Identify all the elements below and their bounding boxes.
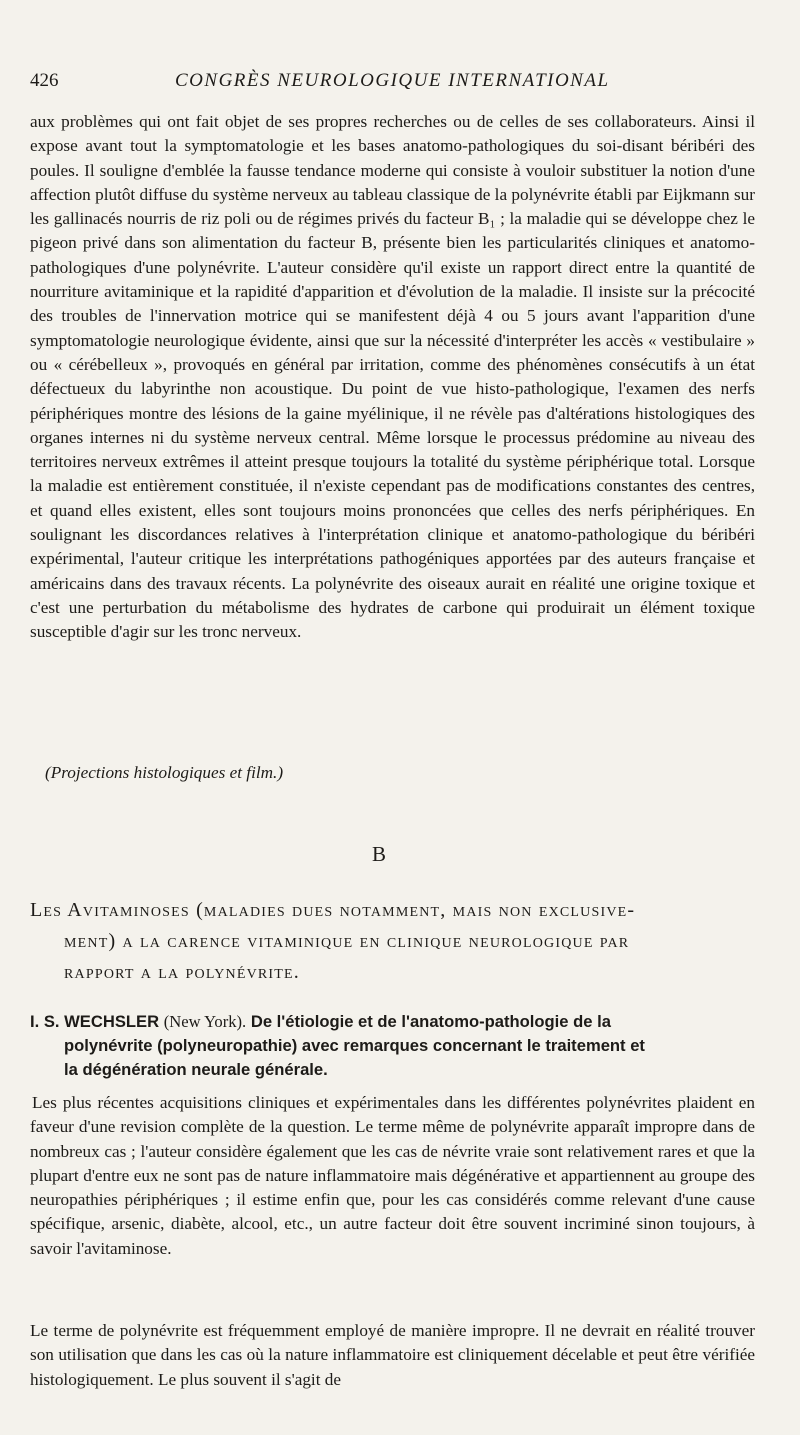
- article-title-line-3: la dégénération neurale générale.: [64, 1060, 328, 1079]
- body-paragraph-1: aux problèmes qui ont fait objet de ses propres recherches ou de celles de ses collaborateurs. Ainsi il expose avant tout la symptomatologie et les bases anatomo-pathologiques du soi-disant béribéri des poules. Il souligne d'emblée la fausse tendance moderne qui consiste à vouloir substituer la notion d'une affection plutôt diffuse du système nerveux au tableau classique de la polynévrite établi par Eijkmann sur les gallinacés nourris de riz poli ou de régimes privés du facteur B₁ ; la maladie qui se développe chez le pigeon privé dans son alimentation du facteur B, présente bien les particularités cliniques et anatomo-pathologiques d'une polynévrite. L'auteur considère qu'il existe un rapport direct entre la quantité de nourriture avitaminique et la rapidité d'apparition et d'évolution de la maladie. Il insiste sur la précocité des troubles de l'innervation motrice qui se manifestent déjà 4 ou 5 jours avant l'apparition d'une symptomatologie neurologique évidente, ainsi que sur la nécessité d'interpréter les accès « vestibulaire » ou « cérébelleux », provoqués en général par irritation, comme des phénomènes consécutifs à un état défectueux du labyrinthe non acoustique. Du point de vue histo-pathologique, l'examen des nerfs périphériques montre des lésions de la gaine myélinique, il ne révèle pas d'altérations histologiques des organes internes ni du système nerveux central. Même lorsque le processus prédomine au niveau des territoires nerveux extrêmes il atteint presque toujours la totalité du système périphérique total. Lorsque la maladie est entièrement constituée, il n'existe cependant pas de modifications constantes des centres, et quand elles existent, elles sont toujours moins prononcées que celles des nerfs périphériques. En soulignant les discordances relatives à l'interprétation clinique et anatomo-pathologique du béribéri expérimental, l'auteur critique les interprétations pathogéniques apportées par des auteurs française et américains dans des travaux récents. La polynévrite des oiseaux aurait en réalité une origine toxique et c'est une perturbation du métabolisme des hydrates de carbone qui produirait un élément toxique susceptible d'agir sur les tronc nerveux.: [30, 112, 755, 642]
- article-title-line-2: polynévrite (polyneuropathie) avec remarques concernant le traitement et: [64, 1036, 645, 1055]
- section-title-line-2: ment) a la carence vitaminique en clinique neurologique par: [64, 930, 630, 952]
- article-author: I. S. WECHSLER: [30, 1012, 160, 1031]
- section-letter: B: [372, 842, 387, 866]
- section-title-line-1: Les Avitaminoses (maladies dues notamment, mais non exclusive-: [30, 899, 636, 921]
- section-title-line-3: rapport a la polynévrite.: [64, 961, 300, 983]
- projections-note: (Projections histologiques et film.): [45, 763, 284, 782]
- body-paragraph-2: Les plus récentes acquisitions cliniques et expérimentales dans les différentes polynévrites plaident en faveur d'une revision complète de la question. Le terme même de polynévrite apparaît impropre dans de nombreux cas ; l'auteur considère également que les cas de névrite vraie sont relativement rares et que la plupart d'entre eux ne sont pas de nature inflammatoire mais dégénérative et appartiennent au groupe des neuropathies périphériques ; il estime enfin que, pour les cas considérés comme relevant d'une cause spécifique, arsenic, diabète, alcool, etc., un autre facteur doit être souvent incriminé sinon toujours, à savoir l'avitaminose.: [30, 1093, 755, 1258]
- article-location: (New York).: [163, 1012, 247, 1031]
- section-title: [30, 895, 760, 988]
- running-title: CONGRÈS NEUROLOGIQUE INTERNATIONAL: [175, 70, 610, 91]
- page-header: [30, 70, 772, 100]
- article-heading: [30, 1010, 755, 1082]
- page-number: 426: [30, 70, 59, 91]
- article-title-line-1: De l'étiologie et de l'anatomo-pathologie de la: [250, 1012, 611, 1031]
- body-paragraph-3: Le terme de polynévrite est fréquemment employé de manière impropre. Il ne devrait en réalité trouver son utilisation que dans les cas où la nature inflammatoire est cliniquement décelable et peut être vérifiée histologiquement. Le plus souvent il s'agit de: [30, 1321, 755, 1389]
